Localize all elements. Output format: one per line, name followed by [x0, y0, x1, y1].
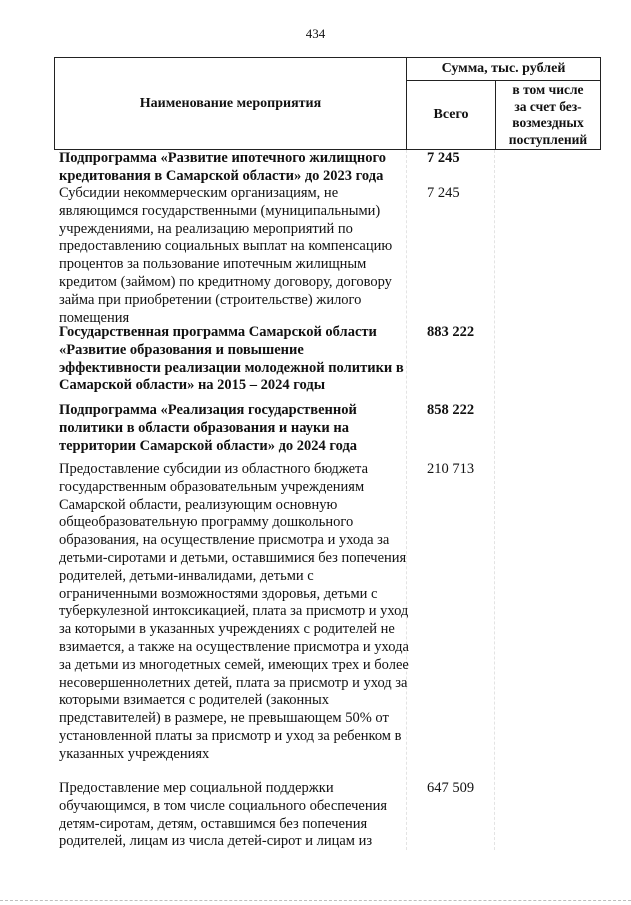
row-total: 647 509 [427, 780, 475, 796]
row-title: Подпрограмма «Развитие ипотечного жилищного кредитования в Самарской области» до 2023 года [59, 150, 386, 184]
column-guide [494, 150, 495, 850]
column-header-free-receipts [496, 81, 600, 150]
column-header-name: Наименование мероприятия [55, 58, 407, 149]
row-title: Субсидии некоммерческим организациям, не являющимся государственными (муниципальными) учреждениями, на реализацию мероприятий по предоставлению социальных выплат на компенсацию процентов за пользование ипотечным жилищным кредитом (займом) по кредитному договору, договору займа при приобретении (строительстве) жилого помещения [59, 185, 393, 326]
free-receipts-line: за счет без- [514, 98, 582, 114]
free-receipts-line: поступлений [508, 131, 588, 147]
table-header [54, 57, 601, 150]
row-title: Подпрограмма «Реализация государственной политики в области образования и науки на территории Самарской области» до 2024 года [59, 402, 358, 454]
row-total: 858 222 [427, 402, 475, 418]
row-title: Государственная программа Самарской области «Развитие образования и повышение эффективности реализации молодежной политики в Самарской области» на 2015 – 2024 годы [59, 324, 404, 394]
row-total: 7 245 [427, 185, 460, 201]
page-bottom-rule [0, 900, 631, 901]
column-header-total: Всего [407, 81, 496, 149]
row-title: Предоставление мер социальной поддержки обучающимся, в том числе социального обеспечения детям-сиротам, детям, оставшимся без попечения родителей, лицам из числа детей-сирот и лицам из [59, 780, 388, 850]
page-number: 434 [305, 26, 326, 41]
row-total: 883 222 [427, 324, 475, 340]
row-title: Предоставление субсидии из областного бюджета государственным образовательным учреждениям Самарской области, реализующим основную общеобразовательную программу дошкольного образования, на осуществление присмотра и ухода за детьми-сиротами и детьми, оставшимися без попечения родителей, детьми-инвалидами, детьми с ограниченными возможностями здоровья, детьми с туберкулезной интоксикацией, плата за присмотр и уход за которыми в указанных учреждениях с родителей не взимается, а также на осуществление присмотра и ухода за детьми из многодетных семей, имеющих трех и более несовершеннолетних детей, плата за присмотр и уход за которыми взимается с родителей (законных представителей) в размере, не превышающем 50% от установленной платы за присмотр и уход за ребенком в указанных учреждениях [59, 461, 409, 762]
column-header-sum: Сумма, тыс. рублей [407, 58, 600, 81]
free-receipts-line: возмездных [512, 115, 584, 130]
row-total: 7 245 [427, 150, 460, 166]
free-receipts-line: в том числе [512, 82, 584, 97]
row-total: 210 713 [427, 461, 475, 477]
